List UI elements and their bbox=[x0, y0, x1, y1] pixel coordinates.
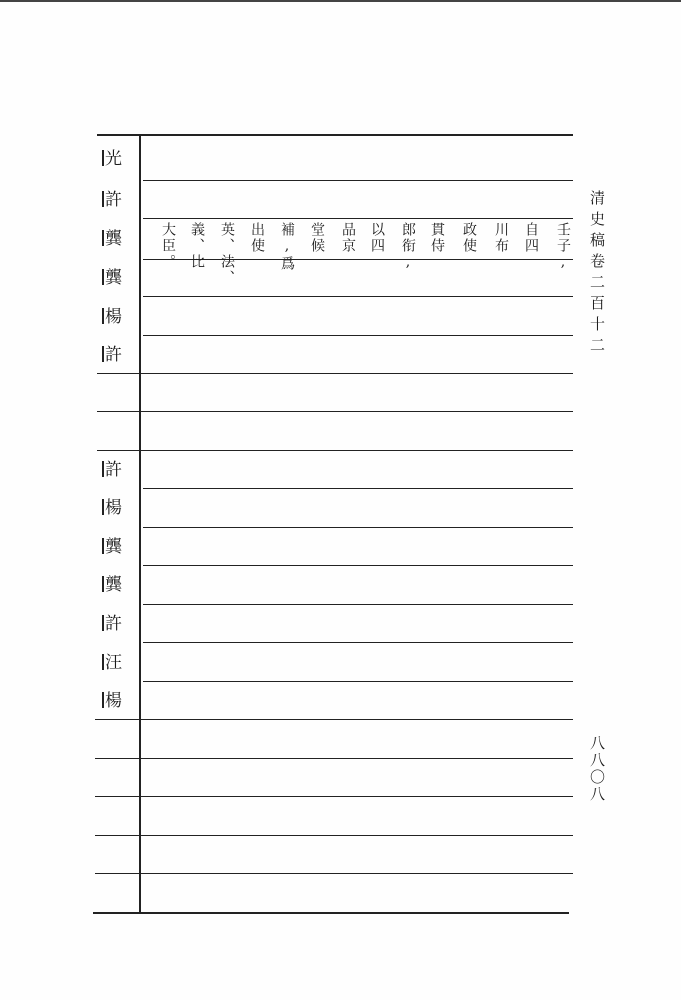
entry-column: 堂候 bbox=[309, 222, 325, 254]
row-rule bbox=[97, 373, 573, 374]
row-rule bbox=[143, 335, 573, 336]
name-cell: 龔 bbox=[102, 537, 136, 557]
row-rule bbox=[143, 565, 573, 566]
row-rule bbox=[95, 719, 573, 720]
row-rule bbox=[143, 604, 573, 605]
row-rule bbox=[143, 259, 573, 260]
row-rule bbox=[143, 296, 573, 297]
row-rule bbox=[143, 180, 573, 181]
entry-column: 補,爲 bbox=[279, 222, 295, 272]
name-cell: 汪 bbox=[102, 653, 136, 673]
name-cell: 龔 bbox=[102, 229, 136, 249]
entry-column: 貫侍 bbox=[429, 222, 445, 254]
row-rule bbox=[95, 796, 573, 797]
name-cell: 龔 bbox=[102, 268, 136, 288]
name-cell: 楊 bbox=[102, 498, 136, 518]
entry-column: 大臣。 bbox=[160, 222, 176, 270]
table-vertical-rule bbox=[139, 134, 141, 914]
name-cell: 許 bbox=[102, 190, 136, 210]
entry-column: 壬子, bbox=[555, 222, 571, 272]
row-rule bbox=[95, 873, 573, 874]
table-bottom-rule bbox=[93, 912, 569, 914]
row-rule bbox=[95, 835, 573, 836]
name-cell: 楊 bbox=[102, 691, 136, 711]
row-rule bbox=[143, 488, 573, 489]
entry-column: 川布 bbox=[493, 222, 509, 254]
row-rule bbox=[143, 218, 573, 219]
entry-column: 以四 bbox=[369, 222, 385, 254]
scan-top-edge bbox=[0, 0, 681, 2]
entry-column: 品京 bbox=[340, 222, 356, 254]
name-cell: 龔 bbox=[102, 575, 136, 595]
entry-column: 英、法、 bbox=[219, 222, 235, 286]
name-cell: 許 bbox=[102, 460, 136, 480]
row-rule bbox=[143, 527, 573, 528]
name-cell: 許 bbox=[102, 614, 136, 634]
entry-column: 自四 bbox=[523, 222, 539, 254]
book-title: 清史稿卷二百十二 bbox=[588, 190, 606, 358]
row-rule bbox=[143, 642, 573, 643]
entry-column: 義、比 bbox=[189, 222, 205, 270]
row-rule bbox=[97, 450, 573, 451]
row-rule bbox=[95, 758, 573, 759]
table-top-rule bbox=[97, 134, 573, 136]
entry-column: 出使 bbox=[249, 222, 265, 254]
page-number: 八八〇八 bbox=[588, 735, 606, 803]
row-rule bbox=[143, 681, 573, 682]
name-cell: 光 bbox=[102, 149, 136, 169]
name-cell: 許 bbox=[102, 345, 136, 365]
row-rule bbox=[97, 411, 573, 412]
entry-column: 郎衔, bbox=[400, 222, 416, 272]
name-cell: 楊 bbox=[102, 307, 136, 327]
entry-column: 政使 bbox=[461, 222, 477, 254]
